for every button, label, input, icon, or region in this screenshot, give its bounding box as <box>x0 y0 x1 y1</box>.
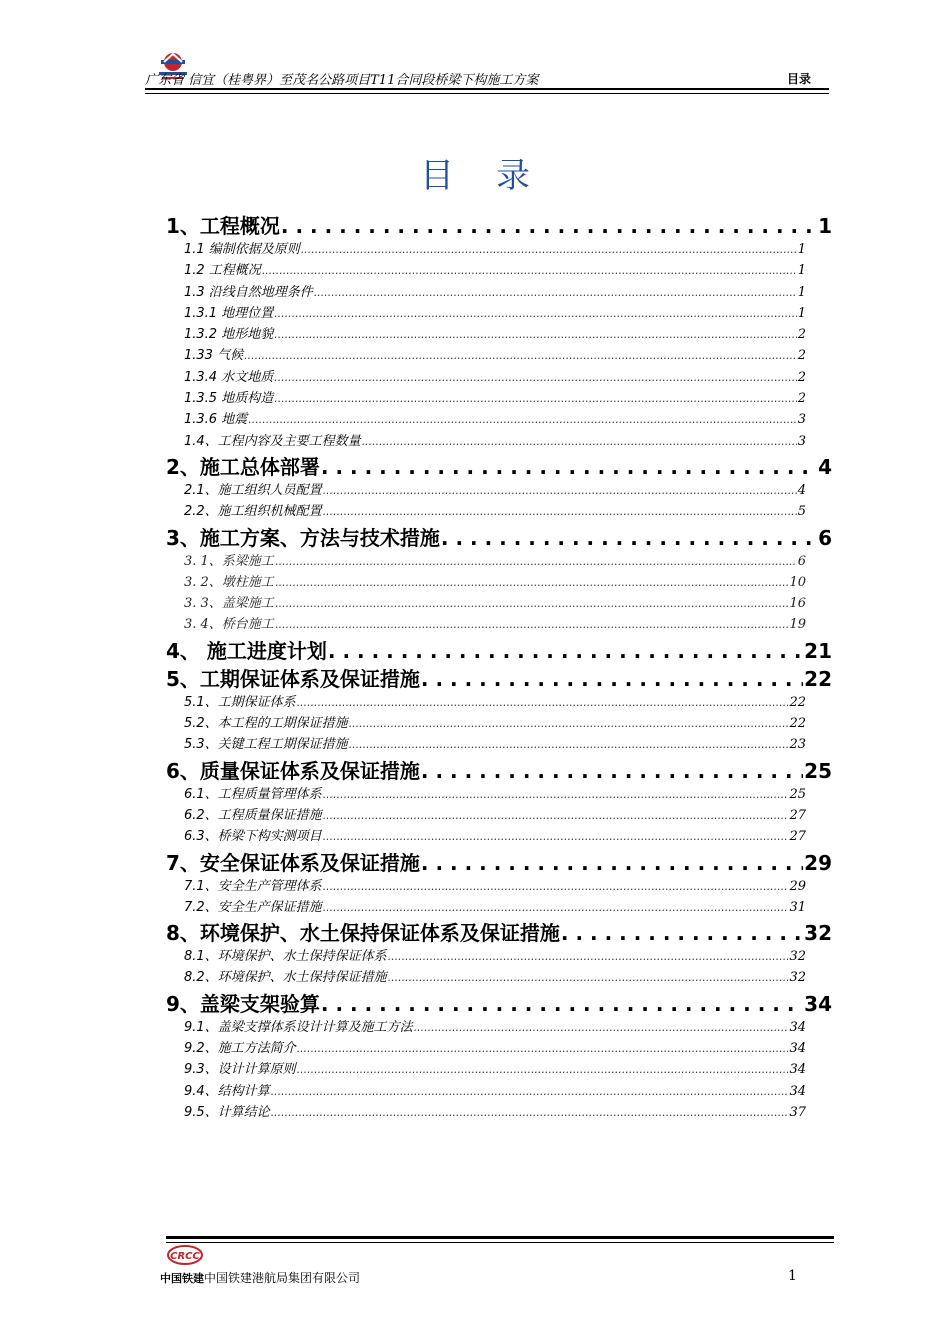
toc-entry-page: 10 <box>789 574 806 590</box>
header-rule-thin <box>145 93 829 94</box>
toc-entry-page: 22 <box>789 716 806 732</box>
toc-section-entry[interactable] <box>166 804 832 825</box>
toc-leader-dots <box>297 695 789 710</box>
toc-section-entry[interactable] <box>166 479 832 500</box>
toc-leader-dots <box>275 575 789 590</box>
toc-entry-page: 34 <box>789 1062 806 1078</box>
toc-leader-dots <box>421 851 803 875</box>
toc-leader-dots <box>297 1062 789 1077</box>
toc-entry-page: 19 <box>789 617 806 633</box>
toc-leader-dots <box>362 434 797 449</box>
toc-entry-page: 22 <box>804 666 832 691</box>
toc-entry-page: 5 <box>797 504 806 520</box>
table-of-contents <box>166 210 832 1122</box>
toc-leader-dots <box>281 214 817 238</box>
toc-entry-label: 7.1、安全生产管理体系 <box>184 878 322 894</box>
toc-section-entry[interactable] <box>166 1058 832 1079</box>
toc-leader-dots <box>323 504 797 519</box>
toc-leader-dots <box>321 455 817 479</box>
toc-entry-label: 3、施工方案、方法与技术措施 <box>166 525 440 550</box>
toc-entry-label: 5.3、关键工程工期保证措施 <box>184 737 348 753</box>
footer-company-name: 中国铁建港航局集团有限公司 <box>204 1271 361 1285</box>
toc-leader-dots <box>441 526 817 550</box>
footer-rules <box>166 1236 834 1243</box>
toc-entry-page: 1 <box>818 214 832 238</box>
toc-chapter-entry[interactable] <box>166 210 832 238</box>
toc-entry-label: 1.33 气候 <box>184 348 244 364</box>
toc-section-entry[interactable] <box>166 613 832 634</box>
toc-entry-label: 1.4、工程内容及主要工程数量 <box>184 433 361 449</box>
toc-leader-dots <box>244 348 797 363</box>
toc-entry-page: 3 <box>797 412 806 428</box>
header-section-label: 目录 <box>786 72 811 86</box>
toc-entry-label: 9.5、计算结论 <box>184 1104 270 1120</box>
toc-entry-label: 5.1、工期保证体系 <box>184 694 296 710</box>
toc-entry-page: 34 <box>804 991 832 1016</box>
toc-entry-page: 1 <box>797 284 806 300</box>
toc-section-entry[interactable] <box>166 281 832 302</box>
toc-leader-dots <box>271 1105 789 1120</box>
toc-entry-label: 6.1、工程质量管理体系 <box>184 786 322 802</box>
toc-entry-page: 29 <box>789 878 806 894</box>
toc-entry-label: 5、工期保证体系及保证措施 <box>166 666 420 691</box>
toc-entry-page: 16 <box>789 596 806 612</box>
toc-entry-page: 21 <box>804 638 832 663</box>
toc-entry-label: 1.3.6 地震 <box>184 412 248 428</box>
toc-entry-label: 3. 2、墩柱施工 <box>184 574 274 590</box>
toc-section-entry[interactable] <box>166 571 832 592</box>
toc-entry-page: 1 <box>797 263 806 279</box>
toc-entry-label: 9.4、结构计算 <box>184 1083 270 1099</box>
crcc-logo-icon <box>166 1244 204 1266</box>
toc-entry-page: 6 <box>818 525 832 550</box>
toc-entry-label: 1.3.2 地形地貌 <box>184 327 274 343</box>
toc-entry-label: 1.3.5 地质构造 <box>184 391 274 407</box>
toc-chapter-entry[interactable] <box>166 663 832 691</box>
footer-brand: 中国铁建 <box>160 1272 204 1285</box>
toc-entry-page: 3 <box>797 433 806 449</box>
toc-entry-label: 3. 3、盖梁施工 <box>184 596 274 612</box>
toc-leader-dots <box>323 787 789 802</box>
toc-chapter-entry[interactable] <box>166 917 832 945</box>
toc-entry-label: 3. 1、系梁施工 <box>184 553 274 569</box>
toc-entry-page: 37 <box>789 1104 806 1120</box>
toc-entry-page: 32 <box>804 921 832 946</box>
toc-leader-dots <box>328 639 803 663</box>
toc-chapter-entry[interactable] <box>166 988 832 1016</box>
toc-entry-page: 1 <box>797 305 806 321</box>
toc-leader-dots <box>323 829 789 844</box>
toc-entry-page: 2 <box>797 369 806 385</box>
toc-section-entry[interactable] <box>166 733 832 754</box>
header-rule-thick <box>145 88 829 90</box>
toc-leader-dots <box>349 716 789 731</box>
toc-entry-page: 6 <box>797 553 806 569</box>
toc-leader-dots <box>297 1041 789 1056</box>
toc-leader-dots <box>275 596 789 611</box>
toc-entry-page: 34 <box>789 1041 806 1057</box>
toc-entry-label: 9、盖梁支架验算 <box>166 991 320 1016</box>
toc-section-entry[interactable] <box>166 550 832 571</box>
toc-leader-dots <box>271 1084 789 1099</box>
toc-chapter-entry[interactable] <box>166 451 832 479</box>
header-title: 广东省 信宜（桂粤界）至茂名公路项目T11合同段桥梁下构施工方案 <box>145 73 539 88</box>
toc-entry-label: 9.1、盖梁支撑体系设计计算及施工方法 <box>184 1019 413 1035</box>
toc-section-entry[interactable] <box>166 966 832 987</box>
toc-entry-label: 6、质量保证体系及保证措施 <box>166 758 420 783</box>
toc-chapter-entry[interactable] <box>166 755 832 783</box>
toc-chapter-entry[interactable] <box>166 522 832 550</box>
toc-entry-label: 7.2、安全生产保证措施 <box>184 899 322 915</box>
toc-leader-dots <box>274 306 797 321</box>
toc-section-entry[interactable] <box>166 323 832 344</box>
toc-section-entry[interactable] <box>166 1016 832 1037</box>
toc-leader-dots <box>414 1020 789 1035</box>
toc-section-entry[interactable] <box>166 500 832 521</box>
toc-entry-page: 27 <box>789 829 806 845</box>
toc-leader-dots <box>421 759 803 783</box>
page-number: 1 <box>788 1268 797 1284</box>
toc-leader-dots <box>274 327 797 342</box>
toc-entry-label: 7、安全保证体系及保证措施 <box>166 850 420 875</box>
toc-entry-label: 1.2 工程概况 <box>184 263 261 279</box>
toc-entry-label: 1.3 沿线自然地理条件 <box>184 284 313 300</box>
toc-leader-dots <box>321 992 803 1016</box>
toc-entry-page: 22 <box>789 694 806 710</box>
toc-entry-label: 2.2、施工组织机械配置 <box>184 504 322 520</box>
toc-entry-page: 34 <box>789 1019 806 1035</box>
toc-entry-page: 32 <box>789 970 806 986</box>
toc-section-entry[interactable] <box>166 783 832 804</box>
toc-entry-page: 4 <box>797 482 806 498</box>
toc-section-entry[interactable] <box>166 259 832 280</box>
toc-section-entry[interactable] <box>166 945 832 966</box>
toc-leader-dots <box>323 808 789 823</box>
toc-entry-label: 8.2、环境保护、水土保持保证措施 <box>184 970 387 986</box>
toc-leader-dots <box>561 921 803 945</box>
footer-company <box>160 1269 360 1286</box>
toc-entry-page: 34 <box>789 1083 806 1099</box>
toc-entry-label: 4、 施工进度计划 <box>166 638 327 663</box>
toc-entry-page: 27 <box>789 807 806 823</box>
toc-section-entry[interactable] <box>166 430 832 451</box>
toc-entry-label: 9.2、施工方法简介 <box>184 1041 296 1057</box>
page-header <box>145 50 829 96</box>
toc-entry-page: 29 <box>804 850 832 875</box>
toc-leader-dots <box>301 242 797 257</box>
toc-section-entry[interactable] <box>166 691 832 712</box>
toc-entry-page: 2 <box>797 391 806 407</box>
toc-entry-page: 25 <box>804 758 832 783</box>
toc-entry-label: 1、工程概况 <box>166 214 280 238</box>
toc-entry-label: 1.3.1 地理位置 <box>184 305 274 321</box>
toc-entry-label: 1.3.4 水文地质 <box>184 369 274 385</box>
toc-section-entry[interactable] <box>166 1101 832 1122</box>
toc-section-entry[interactable] <box>166 825 832 846</box>
toc-section-entry[interactable] <box>166 1037 832 1058</box>
toc-entry-label: 8.1、环境保护、水土保持保证体系 <box>184 949 387 965</box>
toc-leader-dots <box>323 900 789 915</box>
toc-entry-label: 9.3、设计计算原则 <box>184 1062 296 1078</box>
toc-section-entry[interactable] <box>166 712 832 733</box>
toc-chapter-entry[interactable] <box>166 635 832 663</box>
toc-entry-page: 2 <box>797 348 806 364</box>
toc-leader-dots <box>275 617 789 632</box>
toc-leader-dots <box>323 483 797 498</box>
toc-leader-dots <box>323 879 789 894</box>
toc-leader-dots <box>274 391 797 406</box>
toc-section-entry[interactable] <box>166 875 832 896</box>
toc-section-entry[interactable] <box>166 408 832 429</box>
toc-entry-label: 6.3、桥梁下构实测项目 <box>184 829 322 845</box>
toc-entry-label: 5.2、本工程的工期保证措施 <box>184 716 348 732</box>
toc-entry-page: 4 <box>818 454 832 479</box>
toc-section-entry[interactable] <box>166 344 832 365</box>
page-title: 目录 <box>420 156 572 196</box>
toc-section-entry[interactable] <box>166 896 832 917</box>
toc-entry-page: 23 <box>789 737 806 753</box>
toc-section-entry[interactable] <box>166 302 832 323</box>
toc-chapter-entry[interactable] <box>166 847 832 875</box>
toc-entry-label: 6.2、工程质量保证措施 <box>184 807 322 823</box>
toc-leader-dots <box>349 737 789 752</box>
toc-entry-page: 32 <box>789 949 806 965</box>
toc-section-entry[interactable] <box>166 1080 832 1101</box>
toc-section-entry[interactable] <box>166 592 832 613</box>
toc-entry-page: 1 <box>797 242 806 257</box>
toc-leader-dots <box>314 285 797 300</box>
toc-leader-dots <box>274 370 797 385</box>
toc-section-entry[interactable] <box>166 238 832 259</box>
toc-section-entry[interactable] <box>166 387 832 408</box>
toc-entry-label: 8、环境保护、水土保持保证体系及保证措施 <box>166 921 560 946</box>
toc-leader-dots <box>262 263 797 278</box>
toc-leader-dots <box>388 970 789 985</box>
toc-leader-dots <box>421 667 803 691</box>
toc-entry-page: 25 <box>789 786 806 802</box>
toc-leader-dots <box>388 949 789 964</box>
toc-entry-label: 2.1、施工组织人员配置 <box>184 482 322 498</box>
toc-entry-page: 2 <box>797 327 806 343</box>
toc-section-entry[interactable] <box>166 366 832 387</box>
toc-entry-page: 31 <box>789 899 806 915</box>
toc-entry-label: 2、施工总体部署 <box>166 454 320 479</box>
toc-entry-label: 1.1 编制依据及原则 <box>184 242 300 257</box>
toc-leader-dots <box>275 554 797 569</box>
toc-entry-label: 3. 4、桥台施工 <box>184 617 274 633</box>
toc-leader-dots <box>248 412 797 427</box>
svg-text:CRCC: CRCC <box>170 1251 200 1262</box>
